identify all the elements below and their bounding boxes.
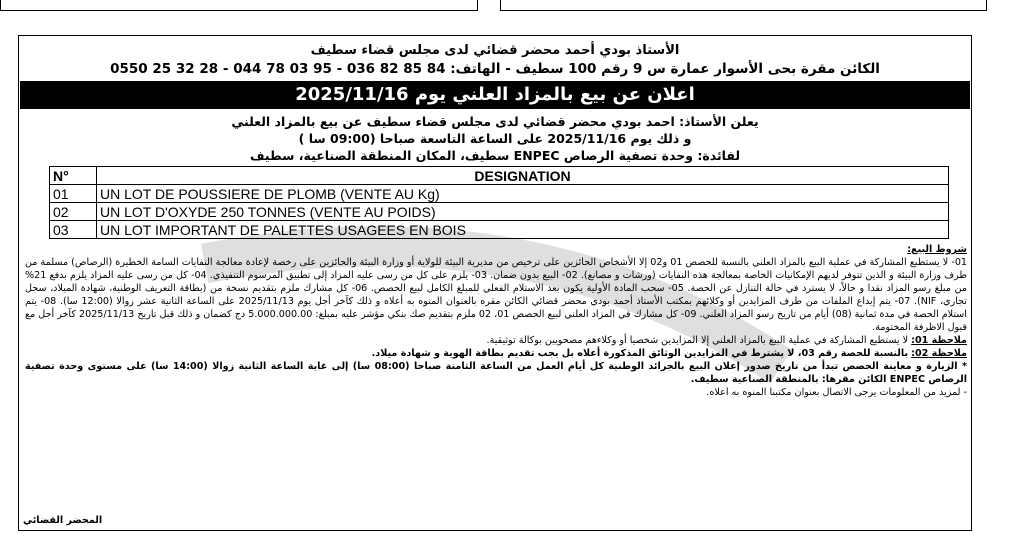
- contact-text: - لمزيد من المعلومات يرجى الاتصال بعنوان مكتبنا المنوه به اعلاه.: [706, 387, 967, 398]
- note1-text: لا يستطيع المشاركة في عملية البيع بالمزاد العلني إلا المزايدين شخصيا أو وكلاءهم مصحوبين بوكالة توثيقية.: [486, 335, 909, 346]
- table-row: [50, 203, 949, 221]
- note1-label: ملاحظة 01:: [911, 335, 967, 346]
- lot-designation: UN LOT IMPORTANT DE PALETTES USAGEES EN BOIS: [97, 221, 949, 239]
- bailiff-address: الكائن مقرة بحى الأسوار عمارة س 9 رقم 100 سطيف - الهاتف: 84 85 82 036 - 95 03 78 044 - 28 32 25 0550: [110, 61, 880, 77]
- table-row: [50, 185, 949, 203]
- top-strip: [0, 0, 1012, 22]
- signature-label: المحضر القضائي: [23, 515, 103, 526]
- lot-number: 02: [50, 203, 97, 221]
- table-header-row: [50, 167, 949, 185]
- lot-designation: UN LOT DE POUSSIERE DE PLOMB (VENTE AU Kg): [97, 185, 949, 203]
- visit-text: * الزيارة و معاينة الحصص تبدأ من تاريخ صدور إعلان البيع بالجرائد الوطنية كل أيام العمل من الساعة الثامنة صباحا (08:00 سا) إلى غاية الساعة الثانية زوالا (14:00 سا) على مستوى وحدة تصفية الرصاص ENPEC الكائن مقرها: بالمنطقة الصناعية سطيف.: [25, 361, 967, 385]
- table-row: [50, 221, 949, 239]
- previous-ad-box-right: [500, 0, 987, 11]
- auction-banner: اعلان عن بيع بالمزاد العلني يوم 2025/11/16: [20, 81, 970, 109]
- auction-notice: [18, 35, 972, 531]
- intro-line-1: يعلن الأستاذ: احمد بودي محضر قضائي لدى مجلس قضاء سطيف عن بيع بالمزاد العلني: [231, 114, 759, 129]
- lot-number: 03: [50, 221, 97, 239]
- lot-designation: UN LOT D'OXYDE 250 TONNES (VENTE AU POIDS): [97, 203, 949, 221]
- lot-number: 01: [50, 185, 97, 203]
- lots-table: [49, 166, 949, 239]
- header-number: N°: [50, 167, 97, 185]
- conditions-text: 01- لا يستطيع المشاركة في عملية البيع بالمزاد العلني بالنسبة للحصص 01 و02 إلا الأشخاص الحائزين على ترخيص من مديرية البيئة للولاية أو وزارة البيئة والحائزين على رخصة لإعادة معالجة النفايات السامة الخطيرة (الرصاص) مسلمة من طرف وزارة البيئة و الذين تتوفر لديهم الإمكانيات الخاصة بمعالجة هذه النفايات (ورشات و مصانع). 02- البيع بدون ضمان. 03- يلزم على كل من رسى عليه المزاد إلى تطبيق المرسوم التنفيذي. 04- كل من رسى عليه المزاد يلزم بدفع 21% من مبلغ رسو المزاد نقدا و حالاً، لا يسترد في حالة التنازل عن الحصة. 05- سحب المادة الأولية يكون بعد الاستلام الفعلي للمبلغ الكامل لبيع الحصص. 06- كل مشارك ملزم بتقديم نسخة من (بطاقة التعريف الوطنية، شهادة الميلاد، سجل تجاري، NIF). 07- يتم إيداع الملفات من طرف المزايدين أو وكلائهم بمكتب الأستاذ أحمد بودي محضر قضائي الكائن مقره بالعنوان المنوه به أعلاه و ذلك كآخر أجل يوم 2025/11/13 على الساعة الثانية عشر زوالا (12:00 سا). 08- يتم استلام الحصة في مدة ثمانية (08) أيام من تاريخ رسو المزاد العلني. 09- كل مشارك في المزاد العلني لبيع الحصص 01، 02 ملزم بتقديم صك بنكي مؤشر عليه بمبلغ: 5.000.000.00 دج كضمان و ذلك قبل تاريخ 2025/11/13 كآخر أجل مع قبول الاظرفة المختومة.: [25, 257, 968, 333]
- intro-line-2: و ذلك يوم 2025/11/16 على الساعة التاسعة صباحا (09:00 سا ): [298, 131, 692, 146]
- conditions-title: شروط البيع:: [907, 244, 967, 255]
- bailiff-name: الأستاذ بودي أحمد محضر قضائي لدى مجلس قضاء سطيف: [310, 43, 680, 58]
- note2-text: بالنسبة للحصة رقم 03، لا يشترط في المزايدين الوثائق المذكورة أعلاه بل يجب تقديم بطاقة الهوية و شهادة ميلاد.: [371, 348, 909, 359]
- note2-label: ملاحظة 02:: [911, 348, 967, 359]
- previous-ad-box-left: [0, 0, 478, 11]
- header-designation: DESIGNATION: [97, 167, 949, 185]
- intro-line-3: لفائدة: وحدة تصفية الرصاص ENPEC سطيف، المكان المنطقة الصناعية، سطيف: [249, 148, 741, 163]
- sale-conditions: [19, 243, 971, 399]
